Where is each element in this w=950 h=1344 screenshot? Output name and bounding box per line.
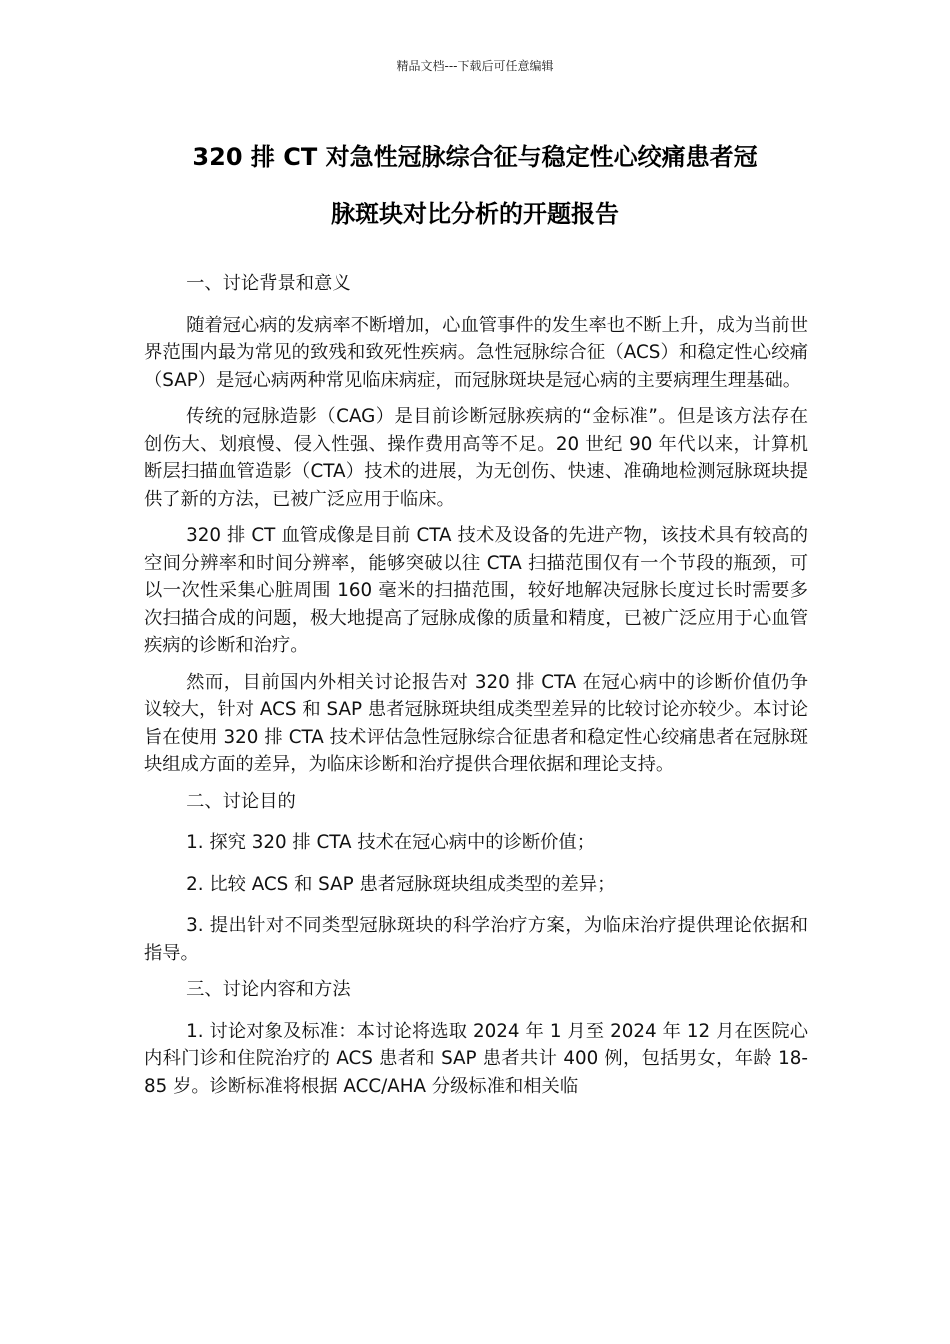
section-3-heading: 三、讨论内容和方法 — [186, 979, 351, 1000]
section-2-item-1: 1. 探究 320 排 CTA 技术在冠心病中的诊断价值； — [186, 832, 595, 853]
section-1-paragraph-2: 传统的冠脉造影（CAG）是目前诊断冠脉疾病的“金标准”。但是该方法存在创伤大、划痕慢、侵入性强、操作费用高等不足。20 世纪 90 年代以来，计算机断层扫描血管造影（CTA）技术的进展，为无创伤、快速、准确地检测冠脉斑块提供了新的方法，已被广泛应用于临床。 — [144, 406, 808, 510]
document-body — [144, 270, 808, 1109]
section-3-item-1: 1. 讨论对象及标准：本讨论将选取 2024 年 1 月至 2024 年 12 月在医院心内科门诊和住院治疗的 ACS 患者和 SAP 患者共计 400 例，包括男女，年龄 18-85 岁。诊断标准将根据 ACC/AHA 分级标准和相关临 — [144, 1020, 808, 1097]
section-1-paragraph-3: 320 排 CT 血管成像是目前 CTA 技术及设备的先进产物，该技术具有较高的空间分辨率和时间分辨率，能够突破以往 CTA 扫描范围仅有一个节段的瓶颈，可以一次性采集心脏周围 160 毫米的扫描范围，较好地解决冠脉长度过长时需要多次扫描合成的问题，极大地提高了冠脉成像的质量和精度，已被广泛应用于心血管疾病的诊断和治疗。 — [144, 525, 808, 656]
section-1-heading: 一、讨论背景和意义 — [186, 273, 351, 294]
section-2-item-2: 2. 比较 ACS 和 SAP 患者冠脉斑块组成类型的差异； — [186, 873, 616, 895]
document-title — [120, 129, 830, 243]
title-line-1: 320 排 CT 对急性冠脉综合征与稳定性心绞痛患者冠 — [192, 143, 758, 171]
page-header-note: 精品文档---下载后可任意编辑 — [396, 59, 554, 73]
section-2-heading: 二、讨论目的 — [186, 790, 296, 812]
section-2-item-3: 3. 提出针对不同类型冠脉斑块的科学治疗方案，为临床治疗提供理论依据和指导。 — [144, 915, 808, 964]
title-line-2: 脉斑块对比分析的开题报告 — [331, 200, 619, 228]
section-1-paragraph-1: 随着冠心病的发病率不断增加，心血管事件的发生率也不断上升，成为当前世界范围内最为常见的致残和致死性疾病。急性冠脉综合征（ACS）和稳定性心绞痛（SAP）是冠心病两种常见临床病症，而冠脉斑块是冠心病的主要病理生理基础。 — [144, 314, 808, 391]
section-1-paragraph-4: 然而，目前国内外相关讨论报告对 320 排 CTA 在冠心病中的诊断价值仍争议较大，针对 ACS 和 SAP 患者冠脉斑块组成类型差异的比较讨论亦较少。本讨论旨在使用 320 排 CTA 技术评估急性冠脉综合征患者和稳定性心绞痛患者在冠脉斑块组成方面的差异，为临床诊断和治疗提供合理依据和理论支持。 — [144, 671, 808, 775]
